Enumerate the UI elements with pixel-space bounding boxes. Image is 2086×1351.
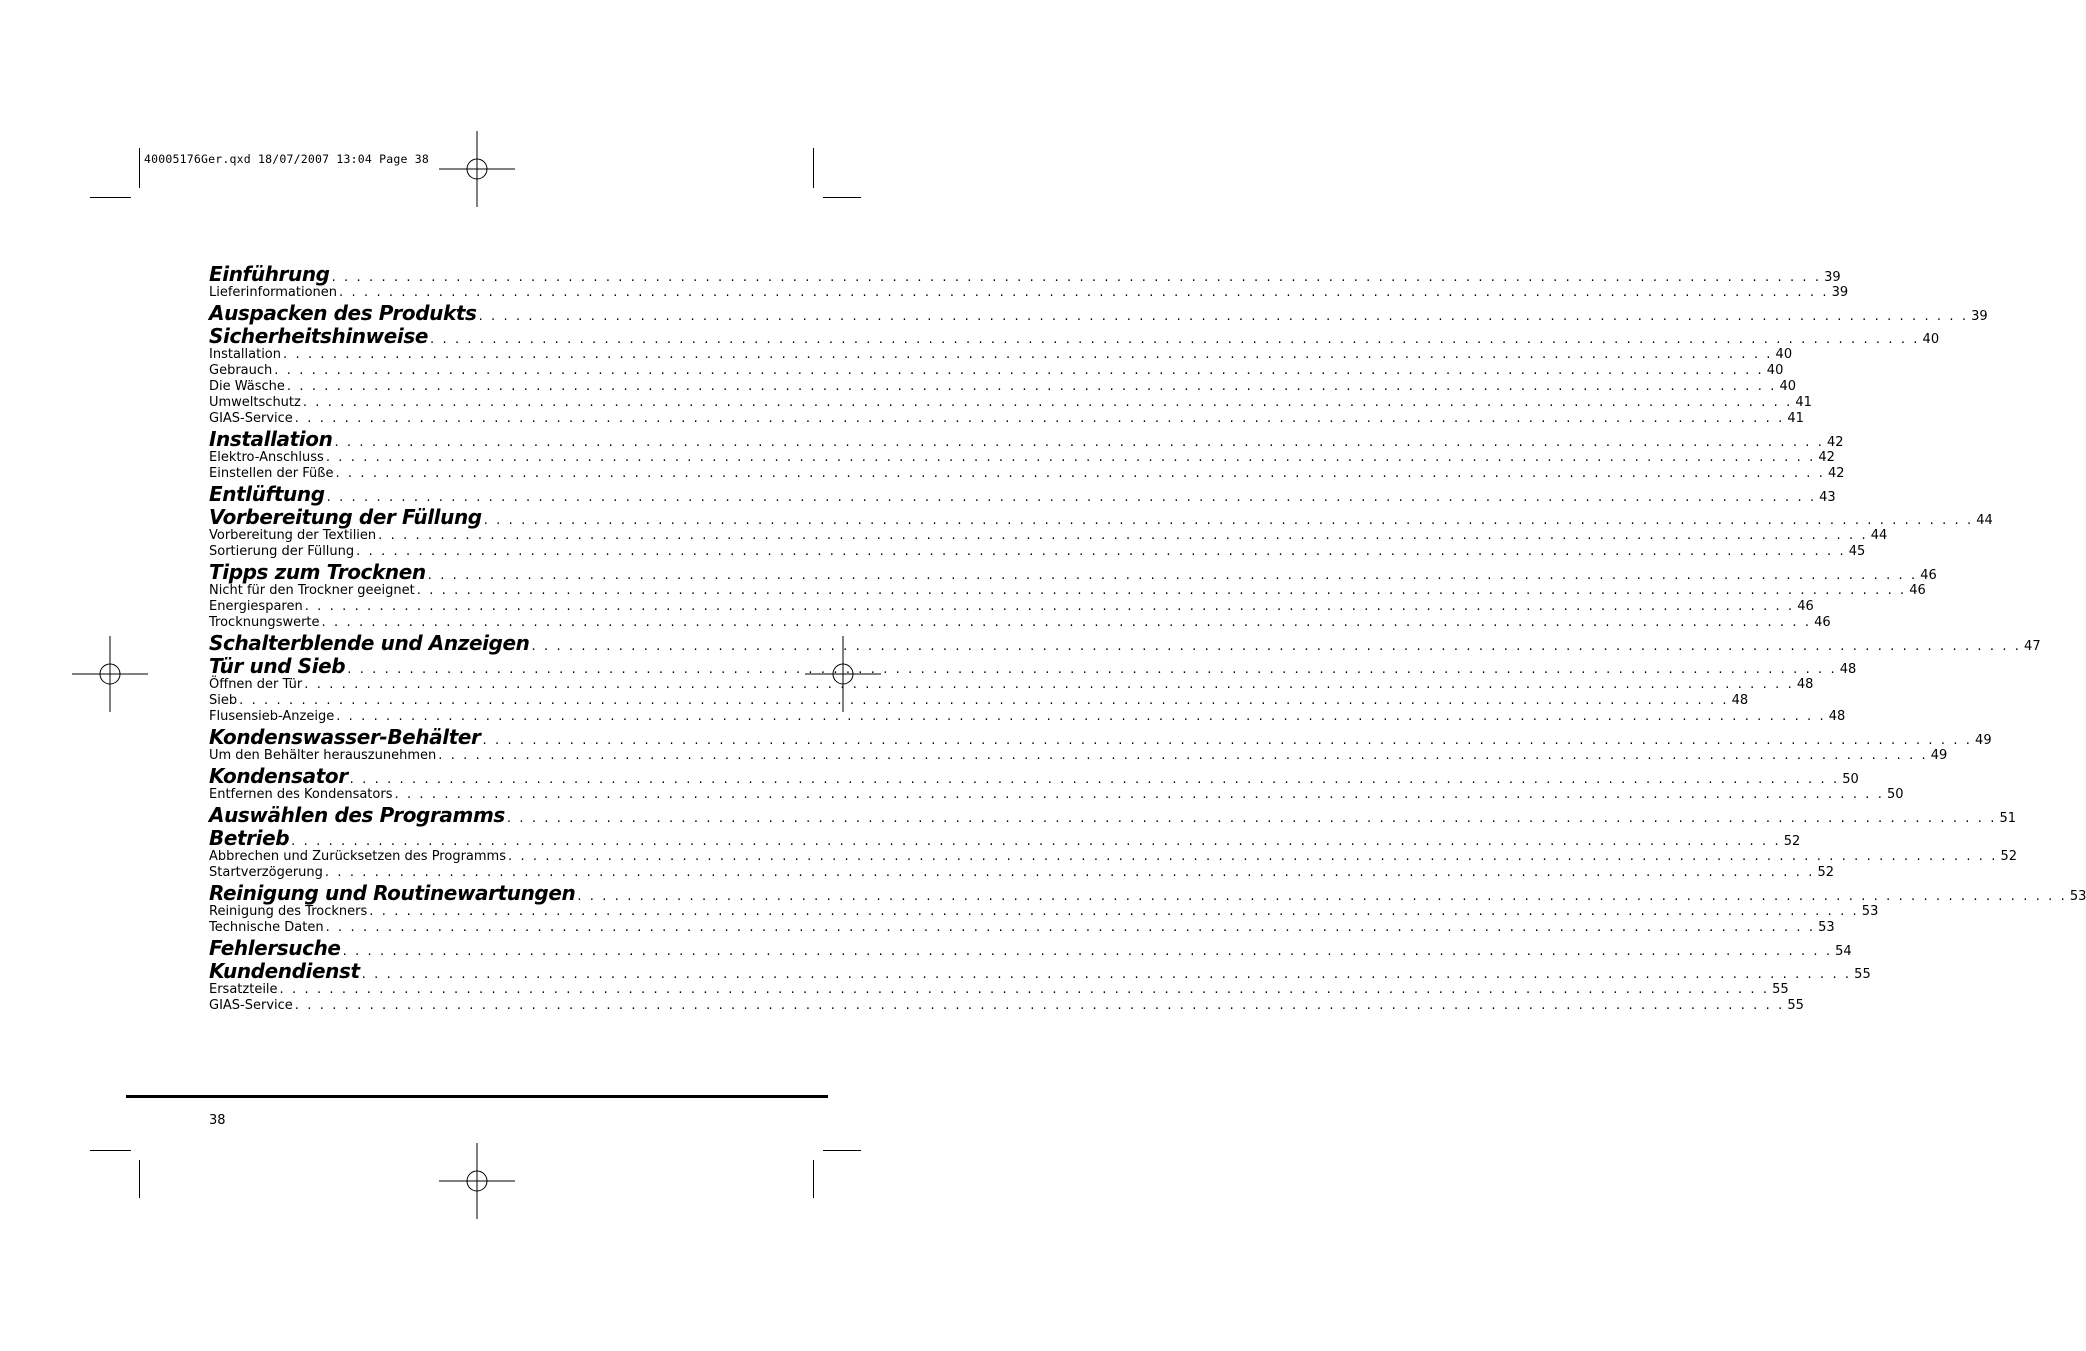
toc-entry-page: 49 (1975, 733, 1992, 748)
toc-leader-dots: . . . . . . . . . . . . . . . . . . . . . . . . . . . . . . . . . . . . . . . . . . . . . . . . . . . . . . . . . . . . . . . . . . . . . . . . . . . . . . . . . . . . . . . . . . . . . . . . . . . . . . . . . . . . . . . . . . . . . . . . (274, 363, 1764, 378)
toc-leader-dots: . . . . . . . . . . . . . . . . . . . . . . . . . . . . . . . . . . . . . . . . . . . . . . . . . . . . . . . . . . . . . . . . . . . . . . . . . . . . . . . . . . . . . . . . . . . . . . . . . . . . . . . . . . . . . . . . . . . . . . . . (294, 411, 1785, 426)
toc-sub-entry (209, 528, 1888, 544)
toc-entry-label: Öffnen der Tür (209, 677, 303, 692)
toc-heading-entry (209, 324, 1940, 348)
toc-entry-label: Kundendienst (209, 959, 360, 983)
toc-entry-label: Einstellen der Füße (209, 466, 334, 481)
toc-entry-label: Trocknungswerte (209, 615, 320, 630)
toc-leader-dots: . . . . . . . . . . . . . . . . . . . . . . . . . . . . . . . . . . . . . . . . . . . . . . . . . . . . . . . . . . . . . . . . . . . . . . . . . . . . . . . . . . . . . . . . . . . . . . . . . . . . . . . . . . . . . . . . . . . . . . . . (324, 865, 1815, 880)
toc-heading-entry (209, 803, 2016, 827)
toc-leader-dots: . . . . . . . . . . . . . . . . . . . . . . . . . . . . . . . . . . . . . . . . . . . . . . . . . . . . . . . . . . . . . . . . . . . . . . . . . . . . . . . . . . . . . . . . . . . . . . . . . . . . . . . . . . . . . . . . . . . . . . . . (531, 639, 2022, 654)
toc-entry-label: Reinigung des Trockners (209, 904, 368, 919)
toc-entry-label: Technische Daten (209, 920, 324, 935)
toc-leader-dots: . . . . . . . . . . . . . . . . . . . . . . . . . . . . . . . . . . . . . . . . . . . . . . . . . . . . . . . . . . . . . . . . . . . . . . . . . . . . . . . . . . . . . . . . . . . . . . . . . . . . . . . . . . . . . . . . . . . . . . . . (283, 347, 1773, 362)
toc-entry-page: 46 (1920, 568, 1937, 583)
toc-entry-label: Startverzögerung (209, 865, 323, 880)
crop-mark-top-right-vertical (813, 148, 814, 188)
toc-entry-label: Vorbereitung der Füllung (209, 505, 482, 529)
toc-leader-dots: . . . . . . . . . . . . . . . . . . . . . . . . . . . . . . . . . . . . . . . . . . . . . . . . . . . . . . . . . . . . . . . . . . . . . . . . . . . . . . . . . . . . . . . . . . . . . . . . . . . . . . . . . . . . . . . . . . . . . . . . (394, 787, 1885, 802)
toc-sub-entry (209, 466, 1845, 482)
toc-entry-label: Gebrauch (209, 363, 273, 378)
toc-heading-entry (209, 631, 2041, 655)
toc-entry-page: 54 (1835, 944, 1852, 959)
toc-entry-page: 52 (2000, 849, 2018, 864)
toc-heading-entry (209, 881, 2086, 905)
toc-entry-label: GIAS-Service (209, 998, 293, 1013)
toc-leader-dots: . . . . . . . . . . . . . . . . . . . . . . . . . . . . . . . . . . . . . . . . . . . . . . . . . . . . . . . . . . . . . . . . . . . . . . . . . . . . . . . . . . . . . . . . . . . . . . . . . . . . . . . . . . . . . . . . . . . . . . . . (325, 920, 1816, 935)
toc-leader-dots: . . . . . . . . . . . . . . . . . . . . . . . . . . . . . . . . . . . . . . . . . . . . . . . . . . . . . . . . . . . . . . . . . . . . . . . . . . . . . . . . . . . . . . . . . . . . . . . . . . . . . . . . . . . . . . . . . . . . . . . . (304, 677, 1794, 692)
toc-entry-page: 49 (1930, 748, 1948, 763)
registration-mark-bottom-icon (439, 1143, 515, 1219)
toc-sub-entry (209, 363, 1784, 379)
toc-leader-dots: . . . . . . . . . . . . . . . . . . . . . . . . . . . . . . . . . . . . . . . . . . . . . . . . . . . . . . . . . . . . . . . . . . . . . . . . . . . . . . . . . . . . . . . . . . . . . . . . . . . . . . . . . . . . . . . . . . . . . . . . (321, 615, 1812, 630)
toc-entry-page: 50 (1842, 772, 1859, 787)
toc-entry-label: Abbrechen und Zurücksetzen des Programms (209, 849, 506, 864)
footer-rule (126, 1095, 828, 1098)
toc-sub-entry (209, 693, 1749, 709)
toc-leader-dots: . . . . . . . . . . . . . . . . . . . . . . . . . . . . . . . . . . . . . . . . . . . . . . . . . . . . . . . . . . . . . . . . . . . . . . . . . . . . . . . . . . . . . . . . . . . . . . . . . . . . . . . . . . . . . . . . . . . . . . . . (335, 466, 1825, 481)
toc-leader-dots: . . . . . . . . . . . . . . . . . . . . . . . . . . . . . . . . . . . . . . . . . . . . . . . . . . . . . . . . . . . . . . . . . . . . . . . . . . . . . . . . . . . . . . . . . . . . . . . . . . . . . . . . . . . . . . . . . . . . . . . . (506, 811, 1997, 826)
crop-mark-bottom-right-vertical (813, 1160, 814, 1198)
toc-entry-label: Lieferinformationen (209, 285, 338, 300)
toc-leader-dots: . . . . . . . . . . . . . . . . . . . . . . . . . . . . . . . . . . . . . . . . . . . . . . . . . . . . . . . . . . . . . . . . . . . . . . . . . . . . . . . . . . . . . . . . . . . . . . . . . . . . . . . . . . . . . . . . . . . . . . . . (483, 513, 1974, 528)
toc-sub-entry (209, 998, 1804, 1014)
toc-sub-entry (209, 677, 1814, 693)
toc-entry-page: 40 (1779, 379, 1796, 394)
toc-entry-label: Kondensator (209, 764, 348, 788)
toc-sub-entry (209, 379, 1796, 395)
toc-entry-page: 42 (1827, 466, 1845, 481)
toc-entry-label: Auspacken des Produkts (209, 301, 477, 325)
toc-entry-label: Sicherheitshinweise (209, 324, 429, 348)
toc-entry-label: Tipps zum Trocknen (209, 560, 426, 584)
toc-sub-entry (209, 920, 1835, 936)
crop-mark-top-right-horizontal (823, 197, 861, 198)
toc-entry-label: Nicht für den Trockner geeignet (209, 583, 415, 598)
toc-entry-label: Umweltschutz (209, 395, 301, 410)
toc-sub-entry (209, 709, 1846, 725)
toc-heading-entry (209, 560, 1937, 584)
toc-entry-page: 53 (1818, 920, 1835, 935)
toc-leader-dots: . . . . . . . . . . . . . . . . . . . . . . . . . . . . . . . . . . . . . . . . . . . . . . . . . . . . . . . . . . . . . . . . . . . . . . . . . . . . . . . . . . . . . . . . . . . . . . . . . . . . . . . . . . . . . . . . . . . . . . . . (336, 709, 1826, 724)
toc-leader-dots: . . . . . . . . . . . . . . . . . . . . . . . . . . . . . . . . . . . . . . . . . . . . . . . . . . . . . . . . . . . . . . . . . . . . . . . . . . . . . . . . . . . . . . . . . . . . . . . . . . . . . . . . . . . . . . . . . . . . . . . . (291, 834, 1781, 849)
toc-entry-page: 48 (1839, 662, 1857, 677)
toc-leader-dots: . . . . . . . . . . . . . . . . . . . . . . . . . . . . . . . . . . . . . . . . . . . . . . . . . . . . . . . . . . . . . . . . . . . . . . . . . . . . . . . . . . . . . . . . . . . . . . . . . . . . . . . . . . . . . . . . . . . . . . . . (331, 270, 1822, 285)
toc-entry-page: 50 (1887, 787, 1904, 802)
registration-mark-top-icon (439, 131, 515, 207)
toc-entry-page: 53 (2069, 889, 2086, 904)
toc-entry-page: 42 (1818, 450, 1835, 465)
toc-entry-label: Um den Behälter herauszunehmen (209, 748, 437, 763)
page-number: 38 (209, 1113, 226, 1128)
toc-sub-entry (209, 395, 1812, 411)
toc-entry-label: Ersatzteile (209, 982, 278, 997)
toc-entry-label: Entfernen des Kondensators (209, 787, 393, 802)
toc-heading-entry (209, 936, 1852, 960)
toc-leader-dots: . . . . . . . . . . . . . . . . . . . . . . . . . . . . . . . . . . . . . . . . . . . . . . . . . . . . . . . . . . . . . . . . . . . . . . . . . . . . . . . . . . . . . . . . . . . . . . . . . . . . . . . . . . . . . . . . . . . . . . . . (334, 435, 1824, 450)
toc-entry-label: Tür und Sieb (209, 654, 346, 678)
toc-leader-dots: . . . . . . . . . . . . . . . . . . . . . . . . . . . . . . . . . . . . . . . . . . . . . . . . . . . . . . . . . . . . . . . . . . . . . . . . . . . . . . . . . . . . . . . . . . . . . . . . . . . . . . . . . . . . . . . . . . . . . . . . (326, 490, 1817, 505)
toc-entry-label: Auswählen des Programms (209, 803, 505, 827)
toc-entry-page: 39 (1971, 309, 1988, 324)
toc-sub-entry (209, 450, 1835, 466)
toc-sub-entry (209, 904, 1879, 920)
toc-entry-page: 46 (1797, 599, 1814, 614)
toc-heading-entry (209, 725, 1992, 749)
toc-entry-page: 42 (1826, 435, 1844, 450)
registration-mark-left-icon (72, 636, 148, 712)
toc-entry-page: 52 (1783, 834, 1801, 849)
toc-leader-dots: . . . . . . . . . . . . . . . . . . . . . . . . . . . . . . . . . . . . . . . . . . . . . . . . . . . . . . . . . . . . . . . . . . . . . . . . . . . . . . . . . . . . . . . . . . . . . . . . . . . . . . . . . . . . . . . . . . . . . . . . (294, 998, 1785, 1013)
toc-entry-label: Fehlersuche (209, 936, 341, 960)
crop-mark-top-left-horizontal (90, 197, 131, 198)
toc-leader-dots: . . . . . . . . . . . . . . . . . . . . . . . . . . . . . . . . . . . . . . . . . . . . . . . . . . . . . . . . . . . . . . . . . . . . . . . . . . . . . . . . . . . . . . . . . . . . . . . . . . . . . . . . . . . . . . . . . . . . . . . . (349, 772, 1840, 787)
toc-leader-dots: . . . . . . . . . . . . . . . . . . . . . . . . . . . . . . . . . . . . . . . . . . . . . . . . . . . . . . . . . . . . . . . . . . . . . . . . . . . . . . . . . . . . . . . . . . . . . . . . . . . . . . . . . . . . . . . . . . . . . . . . (427, 568, 1918, 583)
toc-leader-dots: . . . . . . . . . . . . . . . . . . . . . . . . . . . . . . . . . . . . . . . . . . . . . . . . . . . . . . . . . . . . . . . . . . . . . . . . . . . . . . . . . . . . . . . . . . . . . . . . . . . . . . . . . . . . . . . . . . . . . . . . (356, 544, 1846, 559)
toc-leader-dots: . . . . . . . . . . . . . . . . . . . . . . . . . . . . . . . . . . . . . . . . . . . . . . . . . . . . . . . . . . . . . . . . . . . . . . . . . . . . . . . . . . . . . . . . . . . . . . . . . . . . . . . . . . . . . . . . . . . . . . . . (482, 733, 1973, 748)
toc-sub-entry (209, 599, 1814, 615)
toc-leader-dots: . . . . . . . . . . . . . . . . . . . . . . . . . . . . . . . . . . . . . . . . . . . . . . . . . . . . . . . . . . . . . . . . . . . . . . . . . . . . . . . . . . . . . . . . . . . . . . . . . . . . . . . . . . . . . . . . . . . . . . . . (478, 309, 1969, 324)
toc-entry-label: Entlüftung (209, 482, 325, 506)
toc-leader-dots: . . . . . . . . . . . . . . . . . . . . . . . . . . . . . . . . . . . . . . . . . . . . . . . . . . . . . . . . . . . . . . . . . . . . . . . . . . . . . . . . . . . . . . . . . . . . . . . . . . . . . . . . . . . . . . . . . . . . . . . . (325, 450, 1816, 465)
toc-sub-entry (209, 982, 1789, 998)
toc-entry-label: Sortierung der Füllung (209, 544, 355, 559)
toc-entry-label: Betrieb (209, 826, 290, 850)
toc-entry-label: Installation (209, 427, 333, 451)
toc-entry-page: 51 (1999, 811, 2016, 826)
toc-leader-dots: . . . . . . . . . . . . . . . . . . . . . . . . . . . . . . . . . . . . . . . . . . . . . . . . . . . . . . . . . . . . . . . . . . . . . . . . . . . . . . . . . . . . . . . . . . . . . . . . . . . . . . . . . . . . . . . . . . . . . . . . (378, 528, 1868, 543)
toc-entry-page: 46 (1909, 583, 1926, 598)
toc-leader-dots: . . . . . . . . . . . . . . . . . . . . . . . . . . . . . . . . . . . . . . . . . . . . . . . . . . . . . . . . . . . . . . . . . . . . . . . . . . . . . . . . . . . . . . . . . . . . . . . . . . . . . . . . . . . . . . . . . . . . . . . . (438, 748, 1928, 763)
toc-sub-entry (209, 787, 1904, 803)
toc-entry-page: 48 (1796, 677, 1814, 692)
toc-leader-dots: . . . . . . . . . . . . . . . . . . . . . . . . . . . . . . . . . . . . . . . . . . . . . . . . . . . . . . . . . . . . . . . . . . . . . . . . . . . . . . . . . . . . . . . . . . . . . . . . . . . . . . . . . . . . . . . . . . . . . . . . (304, 599, 1795, 614)
toc-entry-page: 48 (1828, 709, 1846, 724)
toc-sub-entry (209, 411, 1804, 427)
toc-leader-dots: . . . . . . . . . . . . . . . . . . . . . . . . . . . . . . . . . . . . . . . . . . . . . . . . . . . . . . . . . . . . . . . . . . . . . . . . . . . . . . . . . . . . . . . . . . . . . . . . . . . . . . . . . . . . . . . . . . . . . . . . (239, 693, 1729, 708)
toc-leader-dots: . . . . . . . . . . . . . . . . . . . . . . . . . . . . . . . . . . . . . . . . . . . . . . . . . . . . . . . . . . . . . . . . . . . . . . . . . . . . . . . . . . . . . . . . . . . . . . . . . . . . . . . . . . . . . . . . . . . . . . . . (369, 904, 1859, 919)
toc-entry-page: 40 (1775, 347, 1793, 362)
toc-entry-page: 41 (1795, 395, 1812, 410)
toc-entry-page: 39 (1824, 270, 1841, 285)
toc-sub-entry (209, 347, 1793, 363)
toc-entry-label: Vorbereitung der Textilien (209, 528, 377, 543)
toc-heading-entry (209, 826, 1801, 850)
toc-heading-entry (209, 262, 1841, 286)
crop-mark-bottom-left-vertical (139, 1160, 140, 1198)
toc-leader-dots: . . . . . . . . . . . . . . . . . . . . . . . . . . . . . . . . . . . . . . . . . . . . . . . . . . . . . . . . . . . . . . . . . . . . . . . . . . . . . . . . . . . . . . . . . . . . . . . . . . . . . . . . . . . . . . . . . . . . . . . . (361, 967, 1852, 982)
toc-leader-dots: . . . . . . . . . . . . . . . . . . . . . . . . . . . . . . . . . . . . . . . . . . . . . . . . . . . . . . . . . . . . . . . . . . . . . . . . . . . . . . . . . . . . . . . . . . . . . . . . . . . . . . . . . . . . . . . . . . . . . . . . (347, 662, 1837, 677)
toc-entry-page: 47 (2024, 639, 2041, 654)
toc-entry-page: 55 (1787, 998, 1804, 1013)
toc-sub-entry (209, 583, 1926, 599)
toc-entry-label: GIAS-Service (209, 411, 293, 426)
toc-sub-entry (209, 285, 1849, 301)
toc-entry-page: 52 (1817, 865, 1834, 880)
toc-entry-page: 40 (1922, 332, 1940, 347)
toc-entry-page: 53 (1861, 904, 1879, 919)
toc-heading-entry (209, 301, 1988, 325)
toc-sub-entry (209, 544, 1866, 560)
toc-entry-page: 44 (1870, 528, 1888, 543)
toc-sub-entry (209, 748, 1948, 764)
toc-leader-dots: . . . . . . . . . . . . . . . . . . . . . . . . . . . . . . . . . . . . . . . . . . . . . . . . . . . . . . . . . . . . . . . . . . . . . . . . . . . . . . . . . . . . . . . . . . . . . . . . . . . . . . . . . . . . . . . . . . . . . . . . (339, 285, 1829, 300)
toc-leader-dots: . . . . . . . . . . . . . . . . . . . . . . . . . . . . . . . . . . . . . . . . . . . . . . . . . . . . . . . . . . . . . . . . . . . . . . . . . . . . . . . . . . . . . . . . . . . . . . . . . . . . . . . . . . . . . . . . . . . . . . . . (577, 889, 2067, 904)
toc-entry-page: 43 (1819, 490, 1836, 505)
toc-entry-page: 41 (1787, 411, 1804, 426)
toc-leader-dots: . . . . . . . . . . . . . . . . . . . . . . . . . . . . . . . . . . . . . . . . . . . . . . . . . . . . . . . . . . . . . . . . . . . . . . . . . . . . . . . . . . . . . . . . . . . . . . . . . . . . . . . . . . . . . . . . . . . . . . . . (416, 583, 1907, 598)
toc-leader-dots: . . . . . . . . . . . . . . . . . . . . . . . . . . . . . . . . . . . . . . . . . . . . . . . . . . . . . . . . . . . . . . . . . . . . . . . . . . . . . . . . . . . . . . . . . . . . . . . . . . . . . . . . . . . . . . . . . . . . . . . . (342, 944, 1833, 959)
toc-leader-dots: . . . . . . . . . . . . . . . . . . . . . . . . . . . . . . . . . . . . . . . . . . . . . . . . . . . . . . . . . . . . . . . . . . . . . . . . . . . . . . . . . . . . . . . . . . . . . . . . . . . . . . . . . . . . . . . . . . . . . . . . (279, 982, 1770, 997)
toc-entry-page: 55 (1772, 982, 1789, 997)
toc-entry-label: Schalterblende und Anzeigen (209, 631, 530, 655)
toc-leader-dots: . . . . . . . . . . . . . . . . . . . . . . . . . . . . . . . . . . . . . . . . . . . . . . . . . . . . . . . . . . . . . . . . . . . . . . . . . . . . . . . . . . . . . . . . . . . . . . . . . . . . . . . . . . . . . . . . . . . . . . . . (507, 849, 1998, 864)
toc-entry-page: 46 (1814, 615, 1831, 630)
toc-entry-label: Kondenswasser-Behälter (209, 725, 481, 749)
toc-entry-page: 44 (1976, 513, 1993, 528)
toc-heading-entry (209, 427, 1844, 451)
table-of-contents (209, 262, 2086, 1014)
toc-heading-entry (209, 764, 1859, 788)
toc-entry-page: 55 (1854, 967, 1871, 982)
toc-entry-page: 39 (1831, 285, 1849, 300)
toc-entry-label: Sieb (209, 693, 238, 708)
toc-sub-entry (209, 849, 2018, 865)
toc-entry-page: 40 (1766, 363, 1784, 378)
toc-leader-dots: . . . . . . . . . . . . . . . . . . . . . . . . . . . . . . . . . . . . . . . . . . . . . . . . . . . . . . . . . . . . . . . . . . . . . . . . . . . . . . . . . . . . . . . . . . . . . . . . . . . . . . . . . . . . . . . . . . . . . . . . (286, 379, 1777, 394)
print-slug: 40005176Ger.qxd 18/07/2007 13:04 Page 38 (144, 152, 429, 166)
toc-heading-entry (209, 959, 1871, 983)
crop-mark-bottom-right-horizontal (823, 1150, 861, 1151)
toc-entry-label: Reinigung und Routinewartungen (209, 881, 576, 905)
toc-entry-label: Flusensieb-Anzeige (209, 709, 335, 724)
toc-leader-dots: . . . . . . . . . . . . . . . . . . . . . . . . . . . . . . . . . . . . . . . . . . . . . . . . . . . . . . . . . . . . . . . . . . . . . . . . . . . . . . . . . . . . . . . . . . . . . . . . . . . . . . . . . . . . . . . . . . . . . . . . (302, 395, 1793, 410)
toc-sub-entry (209, 865, 1834, 881)
crop-mark-bottom-left-horizontal (90, 1150, 131, 1151)
toc-entry-label: Einführung (209, 262, 330, 286)
toc-entry-page: 45 (1848, 544, 1866, 559)
toc-entry-label: Die Wäsche (209, 379, 285, 394)
toc-heading-entry (209, 654, 1857, 678)
toc-entry-label: Installation (209, 347, 282, 362)
toc-entry-page: 48 (1731, 693, 1749, 708)
toc-entry-label: Elektro-Anschluss (209, 450, 324, 465)
toc-leader-dots: . . . . . . . . . . . . . . . . . . . . . . . . . . . . . . . . . . . . . . . . . . . . . . . . . . . . . . . . . . . . . . . . . . . . . . . . . . . . . . . . . . . . . . . . . . . . . . . . . . . . . . . . . . . . . . . . . . . . . . . . (430, 332, 1920, 347)
toc-heading-entry (209, 505, 1993, 529)
toc-entry-label: Energiesparen (209, 599, 303, 614)
toc-sub-entry (209, 615, 1831, 631)
crop-mark-top-left-vertical (139, 148, 140, 188)
toc-heading-entry (209, 482, 1836, 506)
